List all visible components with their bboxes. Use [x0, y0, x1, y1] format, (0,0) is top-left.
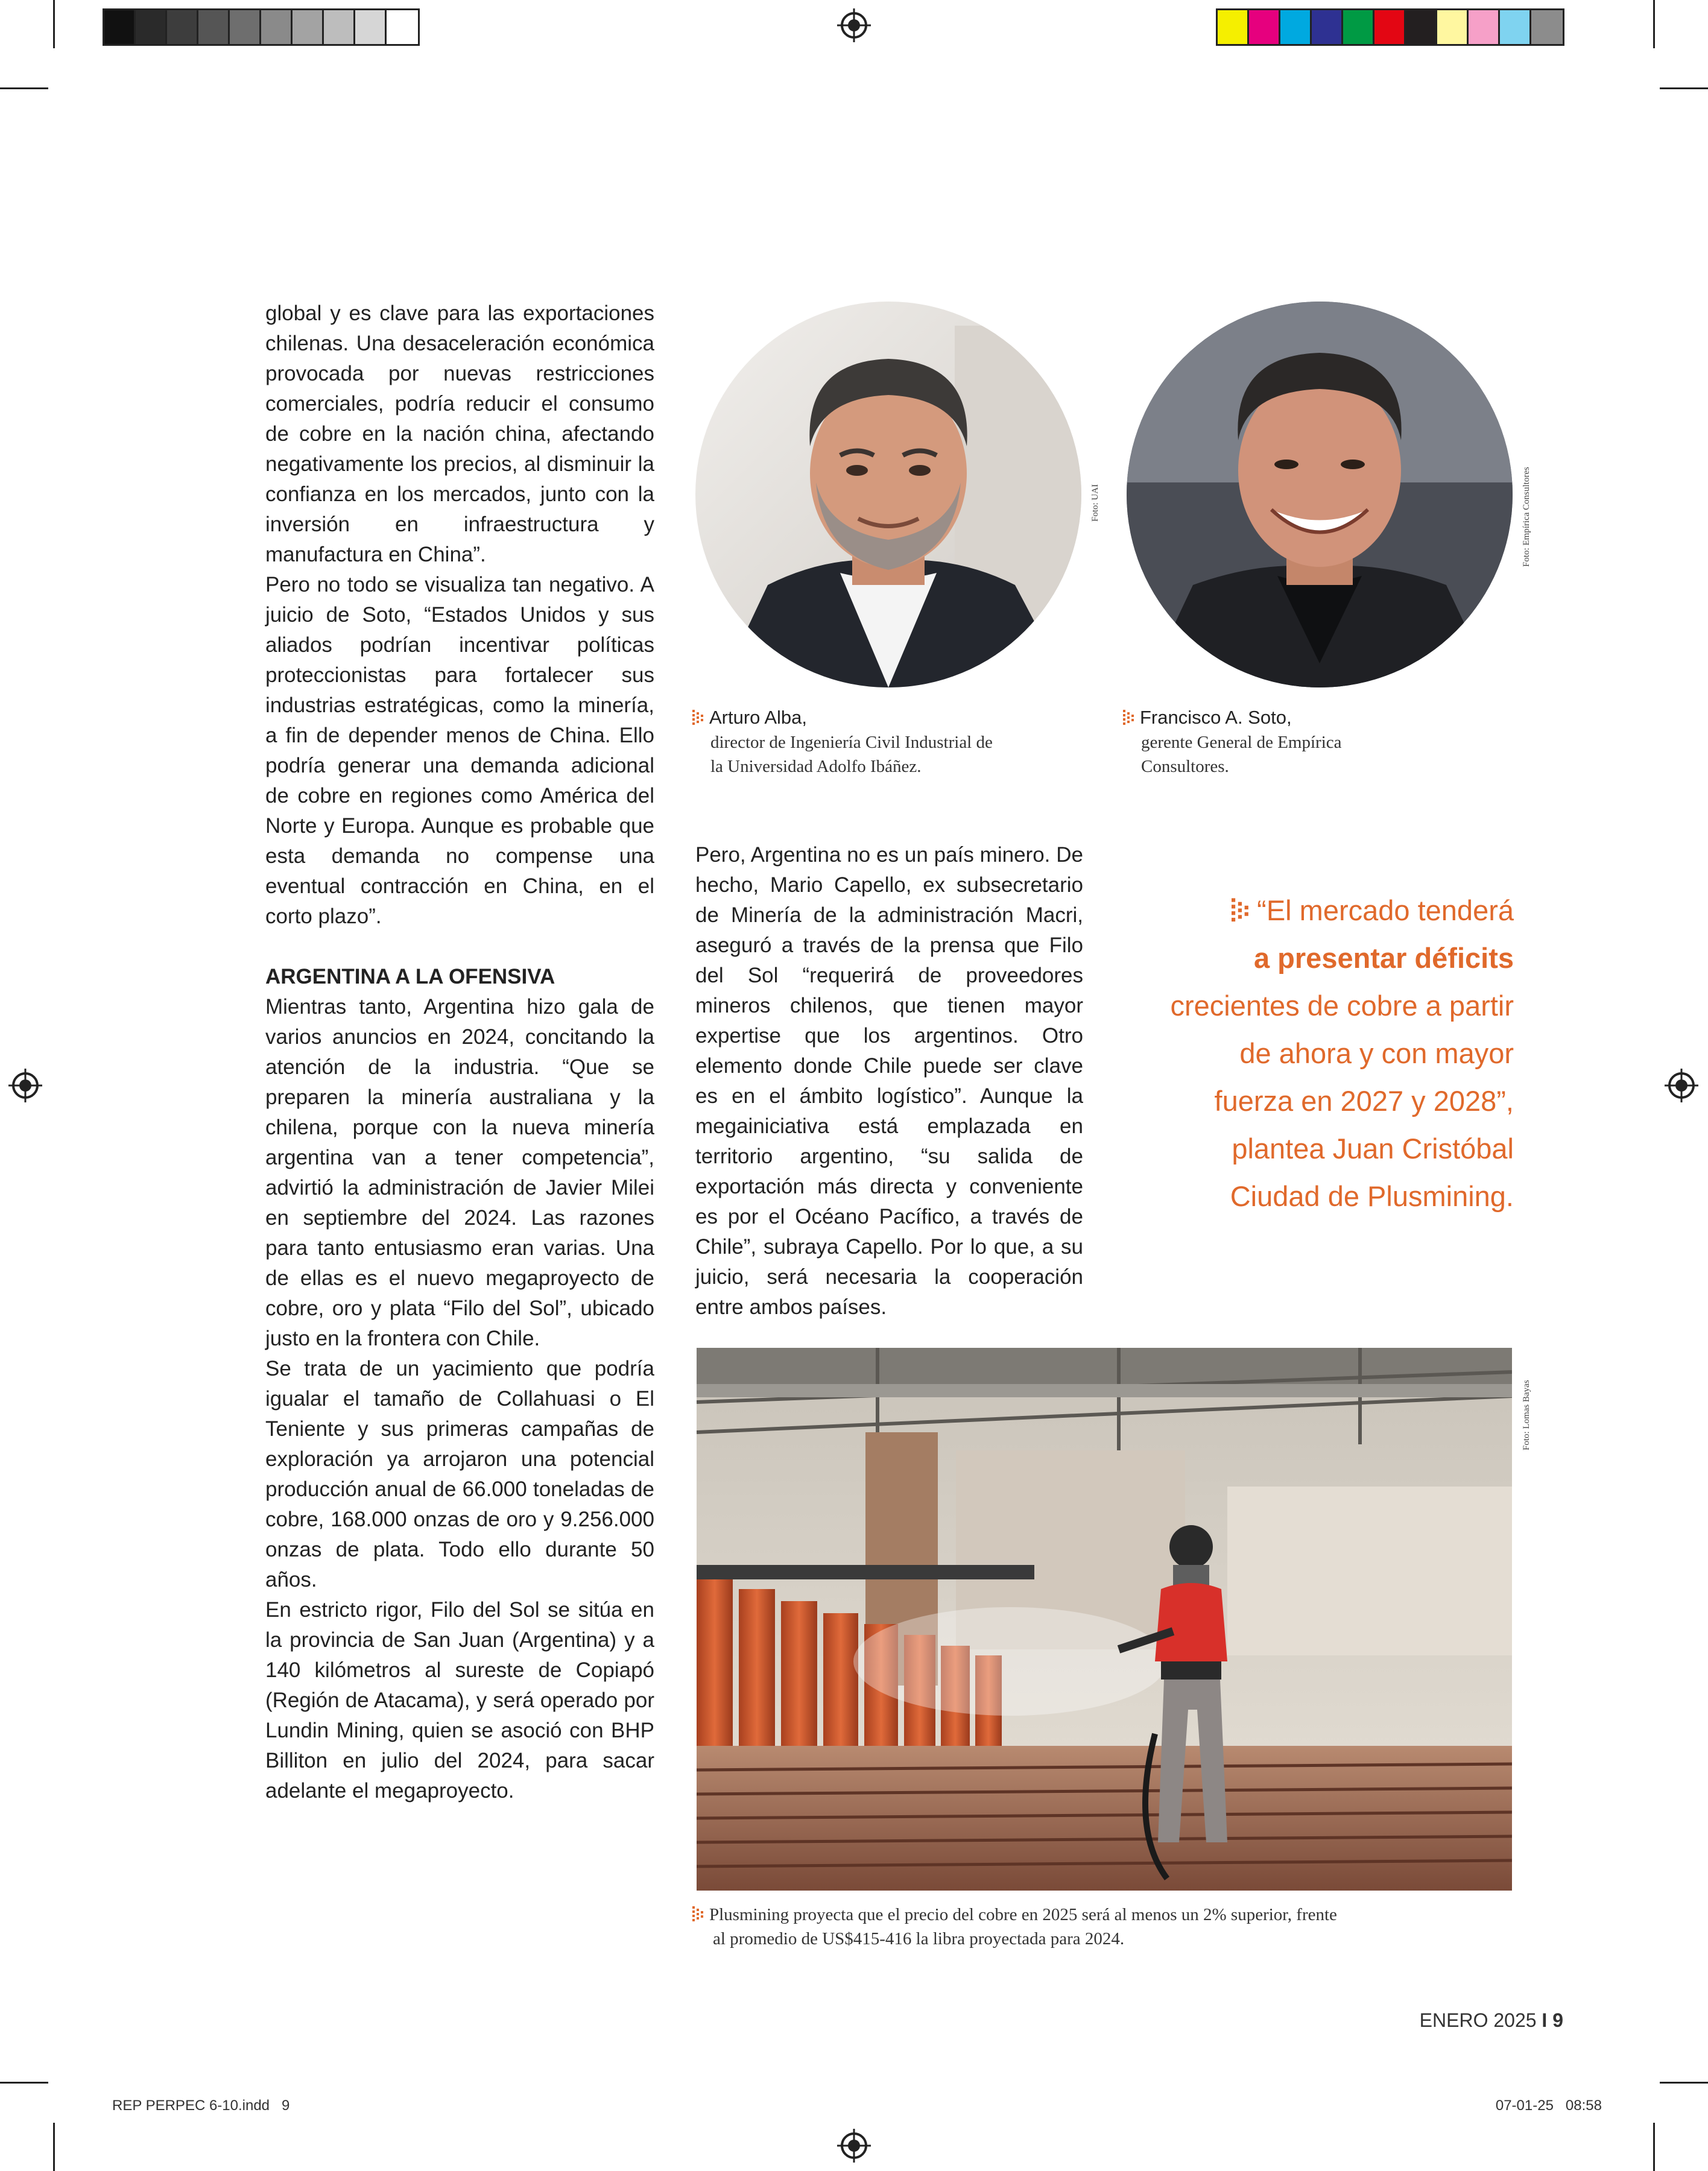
- accent-bullet-icon: [1232, 896, 1252, 923]
- photo-credit-soto: Foto: Empírica Consultores: [1522, 467, 1531, 567]
- accent-bullet-icon: [692, 1905, 706, 1922]
- gray-swatch: [355, 10, 387, 44]
- portrait-alba-image: [695, 302, 1081, 687]
- body-paragraph: Pero, Argentina no es un país minero. De hecho, Mario Capello, ex subsecretario de Minería de la administración Macri, aseguró a través de la prensa que Filo del Sol “requerirá de proveedores mineros chilenos, que tienen mayor expertise que los argentinos. Otro elemento donde Chile puede ser clave es en el ámbito logístico”. Aunque la megainiciativa está emplazada en territorio argentino, “su salida de exportación más directa y conveniente es por el Océano Pacífico, a través de Chile”, subraya Capello. Por lo que, a su juicio, será necesaria la cooperación entre ambos países.: [695, 843, 1083, 1319]
- caption-text: al promedio de US$415-416 la libra proyectada para 2024.: [713, 1929, 1125, 1948]
- main-photo-caption: [692, 1903, 1513, 1951]
- color-swatch: [1531, 10, 1563, 44]
- body-paragraph: Se trata de un yacimiento que podría igualar el tamaño de Collahuasi o El Teniente y sus primeras campañas de exploración ya arrojaron una potencial producción anual de 66.000 toneladas de cobre, 168.000 onzas de oro y 9.256.000 onzas de plata. Todo ello durante 50 años.: [265, 1357, 654, 1591]
- caption-role: gerente General de Empírica: [1141, 733, 1342, 752]
- crop-mark: [1653, 2123, 1655, 2171]
- body-paragraph: Mientras tanto, Argentina hizo gala de varios anuncios en 2024, concitando la atención de la industria. “Que se preparen la minería australiana y la chilena, porque con la nueva minería argentina van a tener competencia”, advirtió la administración de Javier Milei en septiembre del 2024. Las razones para tanto entusiasmo eran varias. Una de ellas es el nuevo megaproyecto de cobre, oro y plata “Filo del Sol”, ubicado justo en la frontera con Chile.: [265, 995, 654, 1350]
- color-swatch: [1469, 10, 1500, 44]
- gray-swatch: [230, 10, 261, 44]
- crop-mark: [1660, 87, 1708, 89]
- pull-quote-line: crecientes de cobre a partir: [1170, 990, 1514, 1022]
- photo-credit-main: Foto: Lomas Bayas: [1522, 1380, 1531, 1450]
- color-swatch: [1249, 10, 1280, 44]
- pull-quote-line: plantea Juan Cristóbal: [1232, 1133, 1514, 1165]
- crop-mark: [53, 0, 55, 48]
- page-folio: [1420, 2009, 1563, 2032]
- gray-swatch: [104, 10, 136, 44]
- caption-role: director de Ingeniería Civil Industrial de: [710, 733, 993, 752]
- color-swatch: [1312, 10, 1343, 44]
- portrait-soto-image: [1127, 302, 1513, 687]
- middle-column: [695, 840, 1083, 1323]
- color-swatch: [1343, 10, 1374, 44]
- grayscale-bar: [103, 8, 420, 46]
- accent-bullet-icon: [692, 709, 706, 725]
- crop-mark: [53, 2123, 55, 2171]
- body-paragraph: En estricto rigor, Filo del Sol se sitúa en la provincia de San Juan (Argentina) y a 140 kilómetros al sureste de Copiapó (Región de Atacama), y será operado por Lundin Mining, quien se asoció con BHP Billiton en julio del 2024, para sacar adelante el megaproyecto.: [265, 1598, 654, 1803]
- portrait-arturo-alba: [695, 302, 1081, 687]
- caption-francisco-soto: [1123, 706, 1509, 779]
- pull-quote-line: Ciudad de Plusmining.: [1230, 1180, 1514, 1212]
- pull-quote-line: fuerza en 2027 y 2028”,: [1214, 1085, 1514, 1117]
- gray-swatch: [261, 10, 293, 44]
- section-heading: ARGENTINA A LA OFENSIVA: [265, 965, 555, 988]
- portrait-francisco-soto: [1127, 302, 1513, 687]
- color-bar: [1216, 8, 1564, 46]
- pull-quote-line-emphasis: a presentar déficits: [1253, 942, 1514, 974]
- main-photo-copper-cathodes: [697, 1348, 1512, 1891]
- pull-quote-line: de ahora y con mayor: [1239, 1037, 1514, 1069]
- page-number: 9: [1552, 2009, 1563, 2031]
- color-swatch: [1500, 10, 1531, 44]
- folio-separator: I: [1542, 2009, 1548, 2031]
- body-paragraph: Pero no todo se visualiza tan negativo. A juicio de Soto, “Estados Unidos y sus aliados podrían incentivar políticas proteccionistas para fortalecer sus industrias estratégicas, como la minería, a fin de depender menos de China. Ello podría generar una demanda adicional de cobre en regiones como América del Norte y Europa. Aunque es probable que esta demanda no compense una eventual contracción en China, en el corto plazo”.: [265, 573, 654, 928]
- crop-mark: [1660, 2082, 1708, 2084]
- pull-quote-line: “El mercado tenderá: [1257, 894, 1514, 926]
- registration-mark-top: [841, 12, 867, 39]
- gray-swatch: [324, 10, 355, 44]
- gray-swatch: [293, 10, 324, 44]
- caption-name: Francisco A. Soto,: [1140, 707, 1292, 728]
- slug-filename: REP PERPEC 6-10.indd 9: [112, 2097, 290, 2114]
- gray-swatch: [198, 10, 230, 44]
- issue-label: ENERO 2025: [1419, 2009, 1537, 2031]
- body-paragraph: global y es clave para las exportaciones chilenas. Una desaceleración económica provocada por nuevas restricciones comerciales, podría reducir el consumo de cobre en la nación china, afectando negativamente los precios, al disminuir la confianza en los mercados, junto con la inversión en infraestructura y manufactura en China”.: [265, 302, 654, 566]
- photo-credit-alba: Foto: UAI: [1090, 484, 1100, 522]
- gray-swatch: [167, 10, 198, 44]
- registration-mark-right: [1668, 1072, 1695, 1099]
- color-swatch: [1437, 10, 1469, 44]
- color-swatch: [1374, 10, 1406, 44]
- slug-timestamp: 07-01-25 08:58: [1495, 2097, 1602, 2114]
- gray-swatch: [387, 10, 418, 44]
- gray-swatch: [136, 10, 167, 44]
- crop-mark: [1653, 0, 1655, 48]
- accent-bullet-icon: [1123, 709, 1136, 725]
- crop-mark: [0, 2082, 48, 2084]
- color-swatch: [1218, 10, 1249, 44]
- caption-text: Plusmining proyecta que el precio del cobre en 2025 será al menos un 2% superior, frente: [709, 1905, 1337, 1924]
- caption-role: la Universidad Adolfo Ibáñez.: [710, 757, 922, 776]
- caption-arturo-alba: [692, 706, 1078, 779]
- color-swatch: [1406, 10, 1437, 44]
- pull-quote: [1119, 886, 1514, 1220]
- crop-mark: [0, 87, 48, 89]
- main-photo-image: [697, 1348, 1512, 1891]
- caption-name: Arturo Alba,: [709, 707, 807, 728]
- left-column: [265, 299, 654, 1806]
- caption-role: Consultores.: [1141, 757, 1229, 776]
- color-swatch: [1280, 10, 1312, 44]
- registration-mark-bottom: [841, 2132, 867, 2159]
- registration-mark-left: [12, 1072, 39, 1099]
